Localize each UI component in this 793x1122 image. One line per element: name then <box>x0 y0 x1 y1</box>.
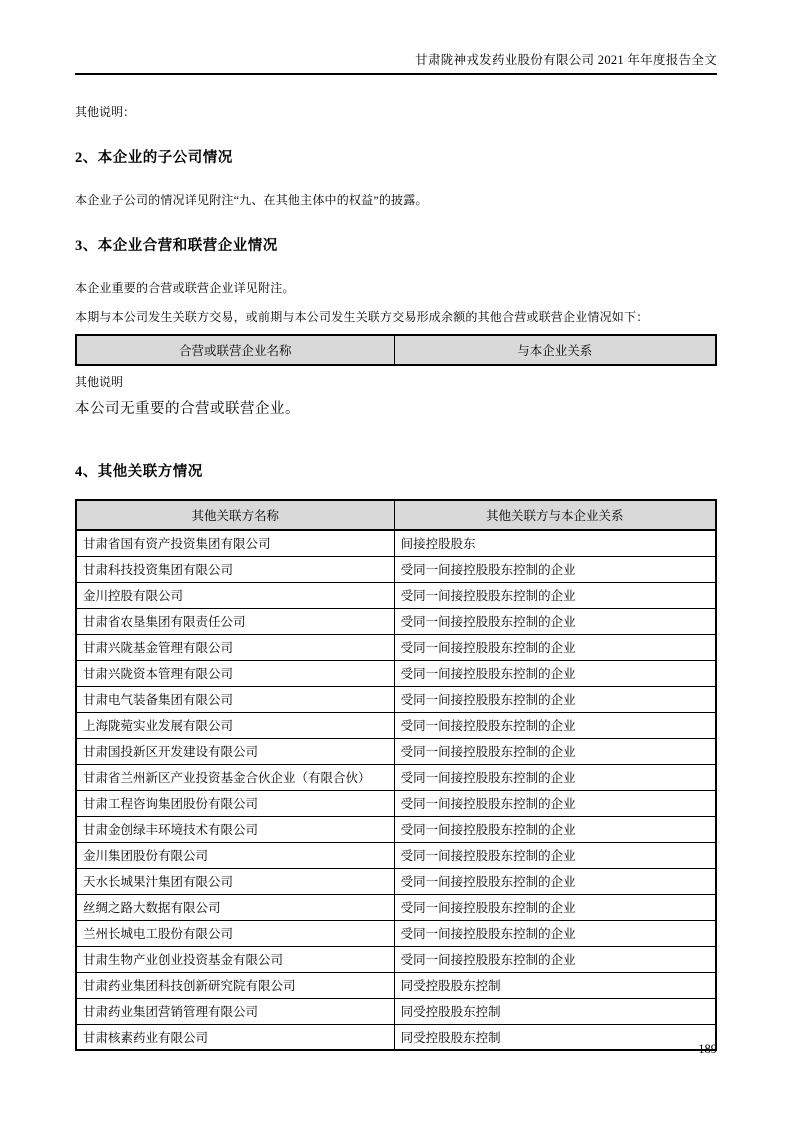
table-cell: 受同一间接控股股东控制的企业 <box>394 712 716 738</box>
section-3-body-1: 本企业重要的合营或联营企业详见附注。 <box>75 281 295 295</box>
joint-venture-table <box>75 334 717 366</box>
table-cell: 受同一间接控股股东控制的企业 <box>394 764 716 790</box>
section-2-heading: 2、本企业的子公司情况 <box>75 150 233 166</box>
table-row <box>76 868 716 894</box>
table-row <box>76 790 716 816</box>
table-row <box>76 920 716 946</box>
table-header-row <box>76 335 716 365</box>
table-cell: 受同一间接控股股东控制的企业 <box>394 868 716 894</box>
section-3-note-label: 其他说明 <box>75 375 124 389</box>
table-cell: 受同一间接控股股东控制的企业 <box>394 582 716 608</box>
table-cell: 金川集团股份有限公司 <box>76 842 394 868</box>
table-cell: 甘肃兴陇基金管理有限公司 <box>76 634 394 660</box>
column-header: 其他关联方与本企业关系 <box>394 500 716 530</box>
section-2-body: 本企业子公司的情况详见附注“九、在其他主体中的权益”的披露。 <box>75 193 428 207</box>
table-row <box>76 946 716 972</box>
table-row <box>76 972 716 998</box>
table-cell: 甘肃生物产业创业投资基金有限公司 <box>76 946 394 972</box>
document-header <box>75 0 717 75</box>
table-cell: 甘肃国投新区开发建设有限公司 <box>76 738 394 764</box>
section-4-heading: 4、其他关联方情况 <box>75 464 203 480</box>
table-row <box>76 816 716 842</box>
section-3-note-body: 本公司无重要的合营或联营企业。 <box>75 401 300 417</box>
table-row <box>76 842 716 868</box>
table-cell: 受同一间接控股股东控制的企业 <box>394 556 716 582</box>
section-3-heading: 3、本企业合营和联营企业情况 <box>75 238 278 254</box>
table-cell: 上海陇菀实业发展有限公司 <box>76 712 394 738</box>
table-cell: 甘肃省农垦集团有限责任公司 <box>76 608 394 634</box>
table-cell: 天水长城果汁集团有限公司 <box>76 868 394 894</box>
other-note-label: 其他说明： <box>75 105 136 119</box>
table-cell: 受同一间接控股股东控制的企业 <box>394 894 716 920</box>
table-row <box>76 530 716 556</box>
table-row <box>76 738 716 764</box>
table-cell: 金川控股有限公司 <box>76 582 394 608</box>
table-cell: 受同一间接控股股东控制的企业 <box>394 738 716 764</box>
table-cell: 甘肃工程咨询集团股份有限公司 <box>76 790 394 816</box>
table-cell: 受同一间接控股股东控制的企业 <box>394 686 716 712</box>
table-cell: 受同一间接控股股东控制的企业 <box>394 920 716 946</box>
table-row <box>76 1024 716 1050</box>
table-cell: 丝绸之路大数据有限公司 <box>76 894 394 920</box>
table-cell: 同受控股股东控制 <box>394 1024 716 1050</box>
table-cell: 甘肃金创绿丰环境技术有限公司 <box>76 816 394 842</box>
page-number: 189 <box>698 1042 717 1056</box>
table-cell: 甘肃兴陇资本管理有限公司 <box>76 660 394 686</box>
table-cell: 受同一间接控股股东控制的企业 <box>394 816 716 842</box>
table-cell: 甘肃电气装备集团有限公司 <box>76 686 394 712</box>
table-row <box>76 712 716 738</box>
table-cell: 受同一间接控股股东控制的企业 <box>394 608 716 634</box>
table-row <box>76 764 716 790</box>
table-cell: 受同一间接控股股东控制的企业 <box>394 946 716 972</box>
table-cell: 受同一间接控股股东控制的企业 <box>394 660 716 686</box>
table-row <box>76 634 716 660</box>
table-cell: 受同一间接控股股东控制的企业 <box>394 842 716 868</box>
table-cell: 甘肃省兰州新区产业投资基金合伙企业（有限合伙） <box>76 764 394 790</box>
table-row <box>76 556 716 582</box>
table-row <box>76 686 716 712</box>
table-cell: 甘肃省国有资产投资集团有限公司 <box>76 530 394 556</box>
table-cell: 兰州长城电工股份有限公司 <box>76 920 394 946</box>
report-title: 甘肃陇神戎发药业股份有限公司 2021 年年度报告全文 <box>415 53 717 67</box>
table-cell: 同受控股股东控制 <box>394 972 716 998</box>
table-cell: 甘肃核素药业有限公司 <box>76 1024 394 1050</box>
table-row <box>76 998 716 1024</box>
related-party-table <box>75 499 717 1051</box>
section-3-body-2: 本期与本公司发生关联方交易，或前期与本公司发生关联方交易形成余额的其他合营或联营企业情况如下： <box>75 310 649 324</box>
table-cell: 同受控股股东控制 <box>394 998 716 1024</box>
table-cell: 受同一间接控股股东控制的企业 <box>394 790 716 816</box>
table-row <box>76 608 716 634</box>
table-row <box>76 582 716 608</box>
table-header-row <box>76 500 716 530</box>
table-row <box>76 660 716 686</box>
page-content <box>75 0 717 1051</box>
table-row <box>76 894 716 920</box>
column-header: 合营或联营企业名称 <box>76 335 394 365</box>
table-cell: 甘肃药业集团科技创新研究院有限公司 <box>76 972 394 998</box>
table-cell: 受同一间接控股股东控制的企业 <box>394 634 716 660</box>
table-cell: 甘肃药业集团营销管理有限公司 <box>76 998 394 1024</box>
column-header: 其他关联方名称 <box>76 500 394 530</box>
table-cell: 间接控股股东 <box>394 530 716 556</box>
column-header: 与本企业关系 <box>394 335 716 365</box>
table-cell: 甘肃科技投资集团有限公司 <box>76 556 394 582</box>
